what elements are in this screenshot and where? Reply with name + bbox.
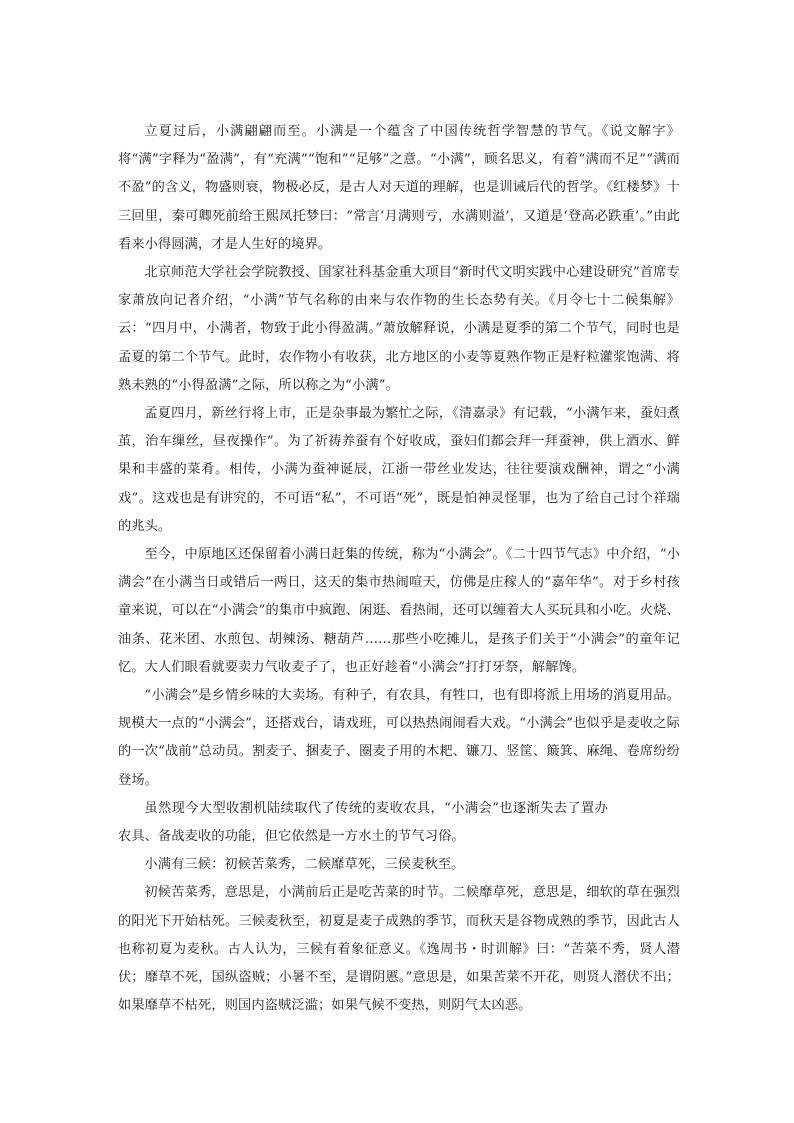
paragraph-4: 至今，中原地区还保留着小满日赶集的传统，称为“小满会”。《二十四节气志》中介绍，“小满会”在小满当日或错后一两日，这天的集市热闹喧天，仿佛是庄稼人的“嘉年华”。对于乡村孩童来说，可以在“小满会”的集市中疯跑、闲逛、看热闹，还可以缠着大人买玩具和小吃。火烧、油条、花米团、水煎包、胡辣汤、糖葫芦……那些小吃摊儿，是孩子们关于“小满会”的童年记忆。大人们眼看就要卖力气收麦子了，也正好趁着“小满会”打打牙祭，解解馋。 [118,547,680,675]
paragraph-8: 初候苦菜秀，意思是，小满前后正是吃苦菜的时节。二候靡草死，意思是，细软的草在强烈的阳光下开始枯死。三候麦秋至，初夏是麦子成熟的季节，而秋天是谷物成熟的季节，因此古人也称初夏为麦秋。古人认为，三候有着象征意义。《逸周书・时训解》曰：“苦菜不秀，贤人潜伏；靡草不死，国纵盗贼；小暑不至，是谓阴慝。”意思是，如果苦菜不开花，则贤人潜伏不出；如果靡草不枯死，则国内盗贼泛滥；如果气候不变热，则阴气太凶恶。 [118,885,680,1014]
paragraph-6: 虽然现今大型收割机陆续取代了传统的麦收农具，“小满会”也逐渐失去了置办农具、备战麦收的功能，但它依然是一方水土的节气习俗。 [118,800,608,845]
paragraph-5: “小满会”是乡情乡味的大卖场。有种子，有农具，有牲口，也有即将派上用场的消夏用品。规模大一点的“小满会”，还搭戏台，请戏班，可以热热闹闹看大戏。“小满会”也似乎是麦收之际的一次“战前”总动员。割麦子、捆麦子、圈麦子用的木耙、镰刀、竖筐、簸箕、麻绳、卷席纷纷登场。 [118,688,680,788]
paragraph-7: 小满有三候：初候苦菜秀，二候靡草死，三侯麦秋至。 [144,857,465,873]
paragraph-1: 立夏过后，小满翩翩而至。小满是一个蕴含了中国传统哲学智慧的节气。《说文解字》将“满”字释为“盈满”，有“充满”“饱和”“足够”之意。“小满”，顾名思义，有着“满而不足”“满而不盈”的含义，物盛则衰，物极必反，是古人对天道的理解，也是训诫后代的哲学。《红楼梦》十三回里，秦可卿死前给王熙凤托梦曰：“常言‘月满则亏，水满则溢’，又道是‘登高必跌重’。”由此看来小得圆满，才是人生好的境界。 [118,124,680,252]
paragraph-3: 孟夏四月，新丝行将上市，正是杂事最为繁忙之际，《清嘉录》有记载，“小满乍来，蚕妇煮茧，治车缫丝，昼夜操作”。为了祈祷养蚕有个好收成，蚕妇们都会拜一拜蚕神，供上酒水、鲜果和丰盛的菜肴。相传，小满为蚕神诞辰，江浙一带丝业发达，往往要演戏酬神，谓之“小满戏”。这戏也是有讲究的，不可语“私”，不可语“死”，既是怕神灵怪罪，也为了给自己讨个祥瑞的兆头。 [118,406,680,534]
article-body [118,118,680,1021]
paragraph-2: 北京师范大学社会学院教授、国家社科基金重大项目“新时代文明实践中心建设研究”首席专家萧放向记者介绍，“小满”节气名称的由来与农作物的生长态势有关。《月令七十二候集解》云：“四月中，小满者，物致于此小得盈满。”萧放解释说，小满是夏季的第二个节气，同时也是孟夏的第二个节气。此时，农作物小有收获，北方地区的小麦等夏熟作物正是籽粒灌浆饱满、将熟未熟的“小得盈满”之际，所以称之为“小满”。 [118,265,680,393]
